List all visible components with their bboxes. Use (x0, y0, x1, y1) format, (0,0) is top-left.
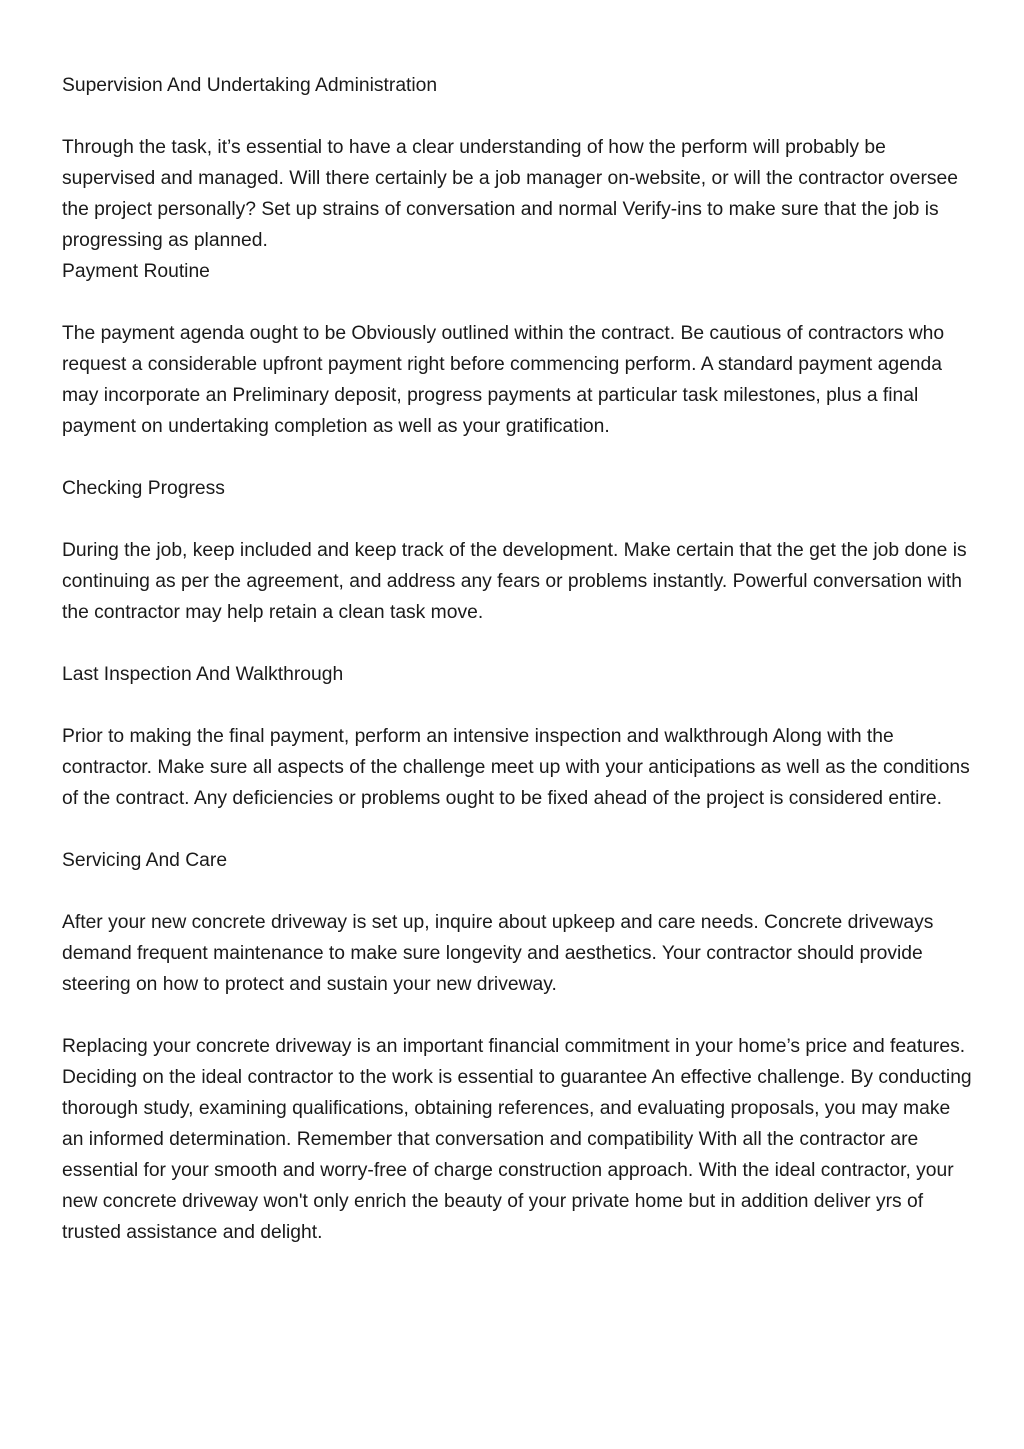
section-body-servicing: After your new concrete driveway is set up, inquire about upkeep and care needs. Concrete driveways demand frequent maintenance to make sure longevity and aesthetics. Your contractor should provide steering on how to protect and sustain your new driveway. (62, 912, 934, 995)
spacer (62, 876, 972, 907)
conclusion-paragraph: Replacing your concrete driveway is an important financial commitment in your home’s price and features. Deciding on the ideal contractor to the work is essential to guarantee An effective challenge. By conducting thorough study, examining qualifications, obtaining references, and evaluating proposals, you may make an informed determination. Remember that conversation and compatibility With all the contractor are essential for your smooth and worry-free of charge construction approach. With the ideal contractor, your new concrete driveway won't only enrich the beauty of your private home but in addition deliver yrs of trusted assistance and delight. (62, 1036, 972, 1243)
section-body-supervision: Through the task, it’s essential to have a clear understanding of how the perform will probably be supervised and managed. Will there certainly be a job manager on-website, or will the contractor oversee the project personally? Set up strains of conversation and normal Verify-ins to make sure that the job is progressing as planned. (62, 137, 958, 251)
spacer (62, 628, 972, 659)
section-heading-supervision: Supervision And Undertaking Administration (62, 75, 438, 96)
spacer (62, 101, 972, 132)
section-body-payment: The payment agenda ought to be Obviously outlined within the contract. Be cautious of contractors who request a considerable upfront payment right before commencing perform. A standard payment agenda may incorporate an Preliminary deposit, progress payments at particular task milestones, plus a final payment on undertaking completion as well as your gratification. (62, 323, 945, 437)
spacer (62, 1000, 972, 1031)
document-page (62, 70, 972, 1248)
spacer (62, 504, 972, 535)
section-body-inspection: Prior to making the final payment, perform an intensive inspection and walkthrough Along with the contractor. Make sure all aspects of the challenge meet up with your anticipations as well as the conditions of the contract. Any deficiencies or problems ought to be fixed ahead of the project is considered entire. (62, 726, 970, 809)
spacer (62, 287, 972, 318)
section-body-progress: During the job, keep included and keep track of the development. Make certain that the get the job done is continuing as per the agreement, and address any fears or problems instantly. Powerful conversation with the contractor may help retain a clean task move. (62, 540, 967, 623)
spacer (62, 690, 972, 721)
spacer (62, 814, 972, 845)
section-heading-servicing: Servicing And Care (62, 850, 228, 871)
section-heading-inspection: Last Inspection And Walkthrough (62, 664, 344, 685)
section-heading-progress: Checking Progress (62, 478, 225, 499)
spacer (62, 442, 972, 473)
section-heading-payment: Payment Routine (62, 261, 210, 282)
